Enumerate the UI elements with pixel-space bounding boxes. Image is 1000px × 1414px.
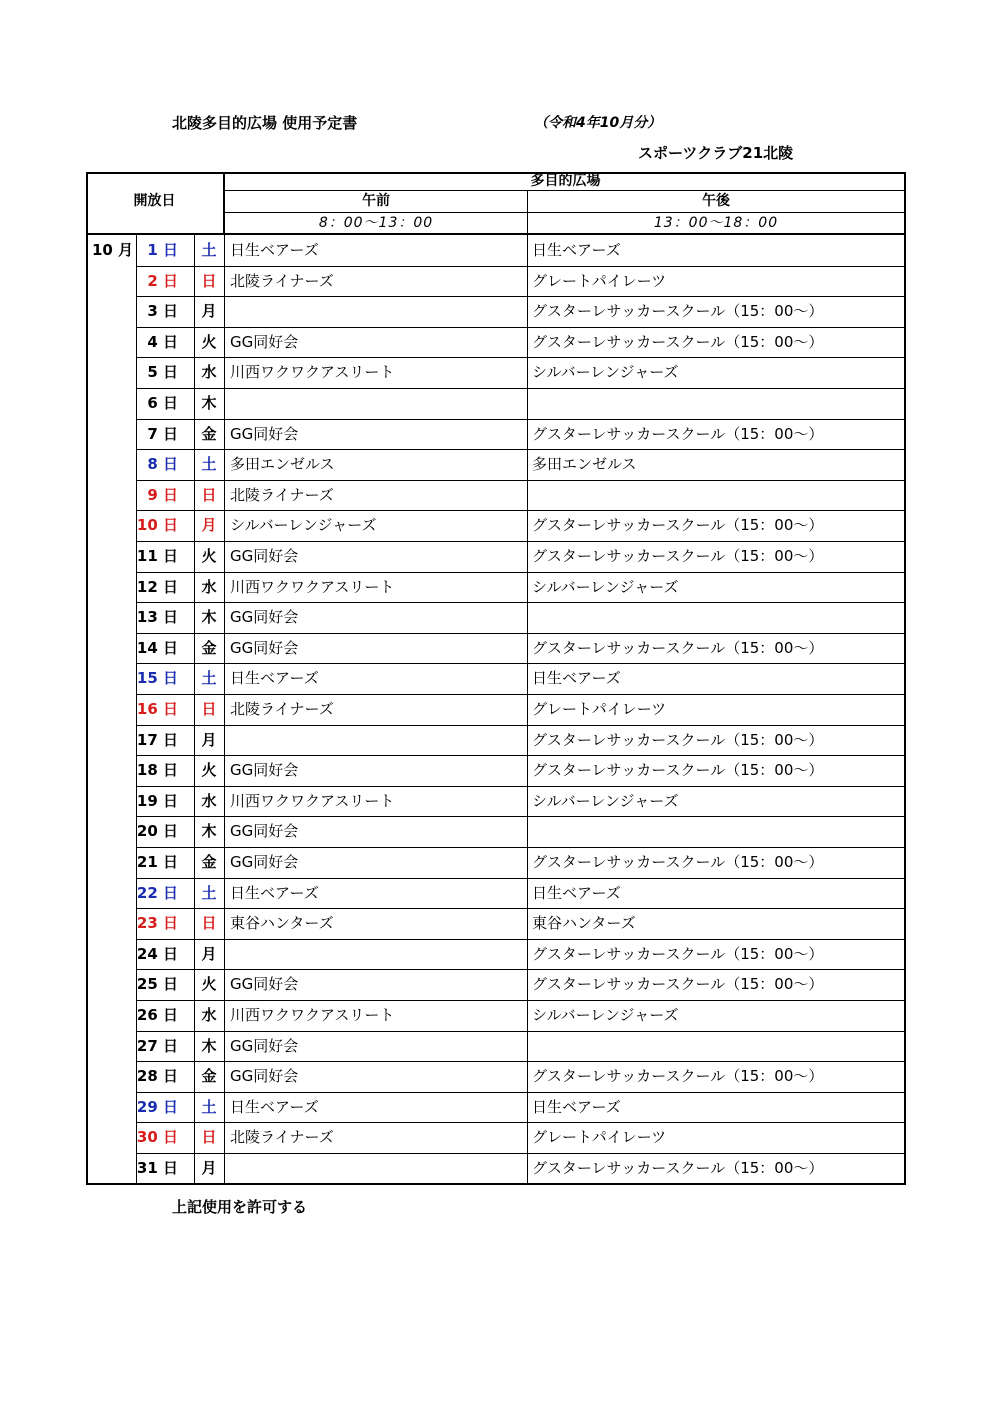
weekday-cell: 月	[201, 516, 217, 535]
am-user-cell: 川西ワクワクアスリート	[230, 363, 395, 382]
day-cell: 17 日	[136, 730, 178, 749]
day-cell: 20 日	[136, 822, 178, 841]
table-row	[86, 816, 906, 847]
table-row	[86, 847, 906, 878]
table-row	[86, 786, 906, 817]
weekday-cell: 日	[201, 271, 217, 290]
am-user-cell: GG同好会	[230, 761, 299, 780]
am-user-cell: 川西ワクワクアスリート	[230, 577, 395, 596]
day-cell: 4 日	[147, 332, 178, 351]
weekday-cell: 木	[201, 1036, 217, 1055]
table-row	[86, 419, 906, 450]
weekday-cell: 土	[201, 669, 217, 688]
am-user-cell: GG同好会	[230, 1036, 299, 1055]
weekday-cell: 火	[201, 547, 217, 565]
weekday-cell: 火	[201, 975, 217, 994]
weekday-cell: 日	[201, 700, 217, 718]
day-cell: 1 日	[147, 241, 178, 259]
weekday-cell: 土	[201, 241, 217, 259]
table-row	[86, 327, 906, 358]
pm-user-cell: 日生ベアーズ	[532, 669, 621, 688]
am-user-cell: 川西ワクワクアスリート	[230, 791, 395, 810]
am-user-cell: 北陵ライナーズ	[230, 1128, 334, 1147]
pm-user-cell: シルバーレンジャーズ	[532, 577, 679, 596]
table-row	[86, 235, 906, 266]
weekday-cell: 火	[201, 332, 217, 351]
am-user-cell: GG同好会	[230, 1067, 299, 1086]
am-user-cell: 川西ワクワクアスリート	[230, 1006, 395, 1024]
pm-time-header: 13：00～18：00	[653, 215, 779, 231]
approval-note: 上記使用を許可する	[172, 1198, 308, 1216]
pm-user-cell: グスターレサッカースクール（15：00～）	[532, 944, 824, 963]
pm-user-cell: グスターレサッカースクール（15：00～）	[532, 1159, 824, 1177]
am-user-cell: 北陵ライナーズ	[230, 271, 334, 290]
facility-header: 多目的広場	[530, 173, 601, 189]
day-cell: 25 日	[136, 975, 178, 994]
day-cell: 6 日	[147, 394, 178, 412]
pm-user-cell: グスターレサッカースクール（15：00～）	[532, 853, 824, 871]
pm-user-cell: 多田エンゼルス	[532, 455, 637, 474]
weekday-cell: 日	[201, 914, 217, 933]
pm-user-cell: グレートパイレーツ	[532, 700, 667, 718]
pm-user-cell: グスターレサッカースクール（15：00～）	[532, 547, 824, 565]
organization-name: スポーツクラブ21北陵	[638, 144, 794, 162]
am-user-cell: 日生ベアーズ	[230, 883, 319, 902]
am-user-cell: GG同好会	[230, 638, 299, 657]
day-cell: 18 日	[136, 761, 178, 780]
open-day-header: 開放日	[133, 193, 176, 209]
table-row	[86, 602, 906, 633]
am-time-header: 8：00～13：00	[318, 215, 434, 231]
day-cell: 24 日	[136, 944, 178, 963]
pm-user-cell: グスターレサッカースクール（15：00～）	[532, 516, 824, 535]
weekday-cell: 木	[201, 822, 217, 841]
day-cell: 7 日	[147, 424, 178, 443]
table-row	[86, 572, 906, 603]
day-cell: 19 日	[136, 791, 178, 810]
weekday-cell: 日	[201, 485, 217, 504]
am-user-cell: GG同好会	[230, 822, 299, 841]
weekday-cell: 木	[201, 394, 217, 412]
table-row	[86, 1153, 906, 1184]
pm-user-cell: グスターレサッカースクール（15：00～）	[532, 761, 824, 780]
am-user-cell: GG同好会	[230, 608, 299, 627]
am-user-cell: 多田エンゼルス	[230, 455, 335, 474]
document-period: （令和4年10月分）	[534, 115, 662, 131]
weekday-cell: 月	[201, 1159, 217, 1177]
day-cell: 9 日	[147, 485, 178, 504]
day-cell: 3 日	[147, 302, 178, 321]
schedule-table	[86, 172, 906, 1185]
day-cell: 26 日	[136, 1006, 178, 1024]
am-user-cell: 日生ベアーズ	[230, 1097, 319, 1116]
document-title: 北陵多目的広場 使用予定書	[172, 114, 358, 132]
pm-user-cell: グスターレサッカースクール（15：00～）	[532, 332, 824, 351]
table-row	[86, 663, 906, 694]
day-cell: 5 日	[147, 363, 178, 382]
day-cell: 27 日	[136, 1036, 178, 1055]
day-cell: 8 日	[147, 455, 178, 474]
weekday-cell: 水	[201, 1006, 217, 1024]
am-user-cell: GG同好会	[230, 547, 299, 565]
weekday-cell: 土	[201, 455, 217, 474]
day-cell: 12 日	[136, 577, 178, 596]
table-row	[86, 1031, 906, 1062]
am-user-cell: 日生ベアーズ	[230, 241, 319, 259]
weekday-cell: 水	[201, 791, 217, 810]
pm-user-cell: 日生ベアーズ	[532, 241, 621, 259]
pm-user-cell: グレートパイレーツ	[532, 271, 667, 290]
table-row	[86, 694, 906, 725]
table-row	[86, 878, 906, 909]
weekday-cell: 水	[201, 363, 217, 382]
am-user-cell: GG同好会	[230, 332, 299, 351]
day-cell: 16 日	[136, 700, 178, 718]
table-row	[86, 1092, 906, 1123]
pm-user-cell: グスターレサッカースクール（15：00～）	[532, 638, 824, 657]
day-cell: 14 日	[136, 638, 178, 657]
am-user-cell: GG同好会	[230, 853, 299, 871]
pm-header: 午後	[702, 193, 730, 209]
day-cell: 15 日	[136, 669, 178, 688]
am-user-cell: 日生ベアーズ	[230, 669, 319, 688]
table-row	[86, 388, 906, 419]
am-user-cell: 北陵ライナーズ	[230, 700, 334, 718]
table-row	[86, 1000, 906, 1031]
table-row	[86, 449, 906, 480]
weekday-cell: 土	[201, 1097, 217, 1116]
table-row	[86, 510, 906, 541]
day-cell: 11 日	[136, 547, 178, 565]
am-user-cell: 北陵ライナーズ	[230, 485, 334, 504]
weekday-cell: 金	[201, 424, 217, 443]
pm-user-cell: 日生ベアーズ	[532, 883, 621, 902]
day-cell: 2 日	[147, 271, 178, 290]
weekday-cell: 金	[201, 638, 217, 657]
day-cell: 22 日	[136, 883, 178, 902]
weekday-cell: 金	[201, 1067, 217, 1086]
table-row	[86, 1122, 906, 1153]
table-row	[86, 1061, 906, 1092]
pm-user-cell: グレートパイレーツ	[532, 1128, 667, 1147]
pm-user-cell: グスターレサッカースクール（15：00～）	[532, 302, 824, 321]
pm-user-cell: グスターレサッカースクール（15：00～）	[532, 975, 824, 994]
weekday-cell: 火	[201, 761, 217, 780]
pm-user-cell: シルバーレンジャーズ	[532, 791, 679, 810]
pm-user-cell: グスターレサッカースクール（15：00～）	[532, 1067, 824, 1086]
table-row	[86, 969, 906, 1000]
pm-user-cell: 東谷ハンターズ	[532, 914, 636, 933]
pm-user-cell: 日生ベアーズ	[532, 1097, 621, 1116]
table-row	[86, 939, 906, 970]
day-cell: 30 日	[136, 1128, 178, 1147]
pm-user-cell: シルバーレンジャーズ	[532, 363, 679, 382]
month-label: 10 月	[92, 241, 134, 259]
weekday-cell: 土	[201, 883, 217, 902]
pm-user-cell: グスターレサッカースクール（15：00～）	[532, 730, 824, 749]
day-cell: 28 日	[136, 1067, 178, 1086]
table-row	[86, 296, 906, 327]
table-row	[86, 266, 906, 297]
weekday-cell: 金	[201, 853, 217, 871]
weekday-cell: 木	[201, 608, 217, 627]
table-row	[86, 480, 906, 511]
day-cell: 29 日	[136, 1097, 178, 1116]
am-user-cell: シルバーレンジャーズ	[230, 516, 377, 535]
weekday-cell: 日	[201, 1128, 217, 1147]
day-cell: 21 日	[136, 853, 178, 871]
day-cell: 13 日	[136, 608, 178, 627]
table-row	[86, 541, 906, 572]
pm-user-cell: グスターレサッカースクール（15：00～）	[532, 424, 824, 443]
table-row	[86, 908, 906, 939]
weekday-cell: 月	[201, 944, 217, 963]
table-row	[86, 725, 906, 756]
weekday-cell: 月	[201, 302, 217, 321]
weekday-cell: 月	[201, 730, 217, 749]
am-user-cell: 東谷ハンターズ	[230, 914, 334, 933]
day-cell: 23 日	[136, 914, 178, 933]
table-row	[86, 755, 906, 786]
am-header: 午前	[362, 193, 390, 209]
table-row	[86, 357, 906, 388]
weekday-cell: 水	[201, 577, 217, 596]
day-cell: 31 日	[136, 1159, 178, 1177]
day-cell: 10 日	[136, 516, 178, 535]
table-row	[86, 633, 906, 664]
pm-user-cell: シルバーレンジャーズ	[532, 1006, 679, 1024]
am-user-cell: GG同好会	[230, 424, 299, 443]
am-user-cell: GG同好会	[230, 975, 299, 994]
